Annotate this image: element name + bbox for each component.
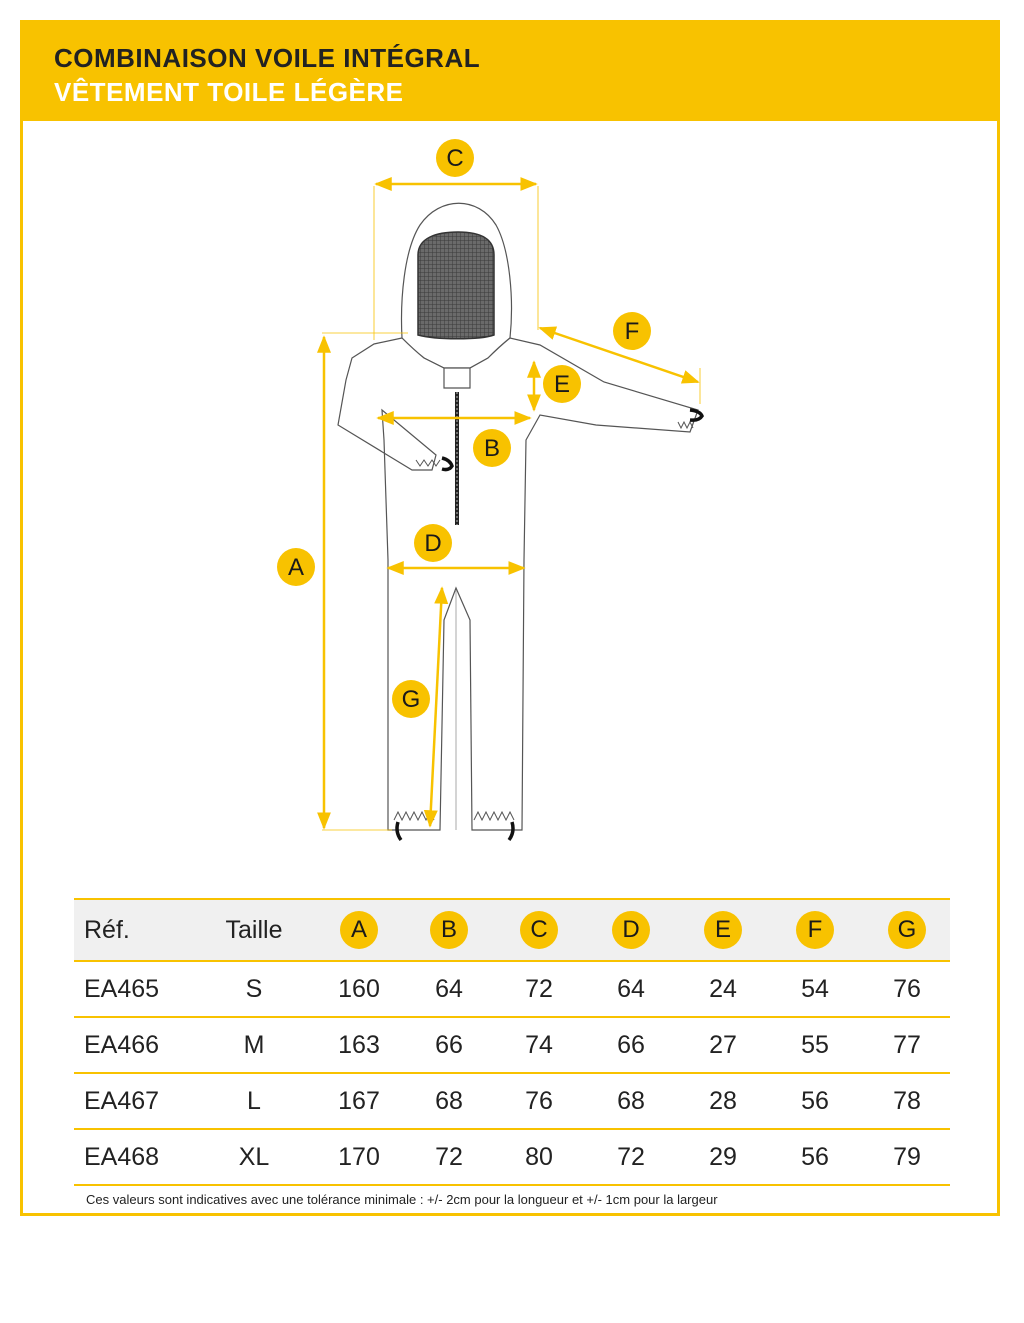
header-cell-c — [494, 900, 584, 960]
table-cell: M — [243, 1030, 265, 1059]
badge-label-g: G — [401, 686, 421, 713]
table-row — [74, 1074, 950, 1130]
table-cell: 28 — [709, 1086, 737, 1115]
header-badge-c: C — [520, 911, 558, 949]
table-row — [74, 1130, 950, 1186]
badge-label-b: B — [483, 435, 501, 462]
header-cell-0: Réf. — [84, 915, 130, 944]
table-cell: 160 — [338, 974, 380, 1003]
table-cell: 68 — [617, 1086, 645, 1115]
suit-body — [338, 338, 698, 830]
table-cell: 79 — [893, 1142, 921, 1171]
header-cell-g — [862, 900, 952, 960]
table-cell: 54 — [801, 974, 829, 1003]
page-title: COMBINAISON VOILE INTÉGRAL — [54, 43, 481, 73]
suit-outline — [338, 203, 698, 830]
table-cell: 74 — [525, 1030, 553, 1059]
table-cell: 72 — [525, 974, 553, 1003]
table-cell: 24 — [709, 974, 737, 1003]
table-cell: L — [247, 1086, 261, 1115]
header-badge-d: D — [612, 911, 650, 949]
table-cell: 29 — [709, 1142, 737, 1171]
table-cell: XL — [238, 1142, 270, 1171]
table-header-row — [74, 898, 950, 962]
tolerance-note: Ces valeurs sont indicatives avec une tolérance minimale : +/- 2cm pour la longueur et +/- 1cm pour la largeur — [86, 1192, 718, 1207]
badge-label-e: E — [553, 371, 571, 398]
table-cell: 163 — [338, 1030, 380, 1059]
header-badge-f: F — [796, 911, 834, 949]
table-cell: 170 — [338, 1142, 380, 1171]
table-cell: 66 — [435, 1030, 463, 1059]
table-cell: EA468 — [84, 1142, 160, 1171]
header-badge-e: E — [704, 911, 742, 949]
table-cell: 167 — [338, 1086, 380, 1115]
table-body — [74, 962, 950, 1186]
table-cell: EA467 — [84, 1086, 160, 1115]
table-cell: 64 — [617, 974, 645, 1003]
table-cell: 78 — [893, 1086, 921, 1115]
table-row — [74, 962, 950, 1018]
table-cell: 27 — [709, 1030, 737, 1059]
table-row — [74, 1018, 950, 1074]
header-cell-a — [314, 900, 404, 960]
header-badge-a: A — [340, 911, 378, 949]
header-cell-b — [404, 900, 494, 960]
header-cell-1: Taille — [225, 915, 283, 944]
badge-label-c: C — [446, 145, 464, 172]
table-cell: 56 — [801, 1086, 829, 1115]
header-cell-f — [770, 900, 860, 960]
header-badge-b: B — [430, 911, 468, 949]
table-cell: 80 — [525, 1142, 553, 1171]
table-cell: S — [245, 974, 263, 1003]
header-cell-d — [586, 900, 676, 960]
badge-label-f: F — [624, 318, 640, 345]
table-cell: 72 — [435, 1142, 463, 1171]
header-cell-e — [678, 900, 768, 960]
table-cell: 68 — [435, 1086, 463, 1115]
size-table — [74, 898, 950, 1186]
badge-label-d: D — [424, 530, 442, 557]
table-cell: 72 — [617, 1142, 645, 1171]
badge-label-a: A — [287, 554, 305, 581]
page-subtitle: VÊTEMENT TOILE LÉGÈRE — [54, 77, 404, 107]
table-cell: 66 — [617, 1030, 645, 1059]
table-cell: 64 — [435, 974, 463, 1003]
table-cell: 76 — [525, 1086, 553, 1115]
visor-mesh — [418, 232, 494, 339]
table-cell: 55 — [801, 1030, 829, 1059]
table-cell: 56 — [801, 1142, 829, 1171]
table-cell: 77 — [893, 1030, 921, 1059]
table-cell: 76 — [893, 974, 921, 1003]
table-cell: EA465 — [84, 974, 160, 1003]
header-badge-g: G — [888, 911, 926, 949]
table-cell: EA466 — [84, 1030, 160, 1059]
